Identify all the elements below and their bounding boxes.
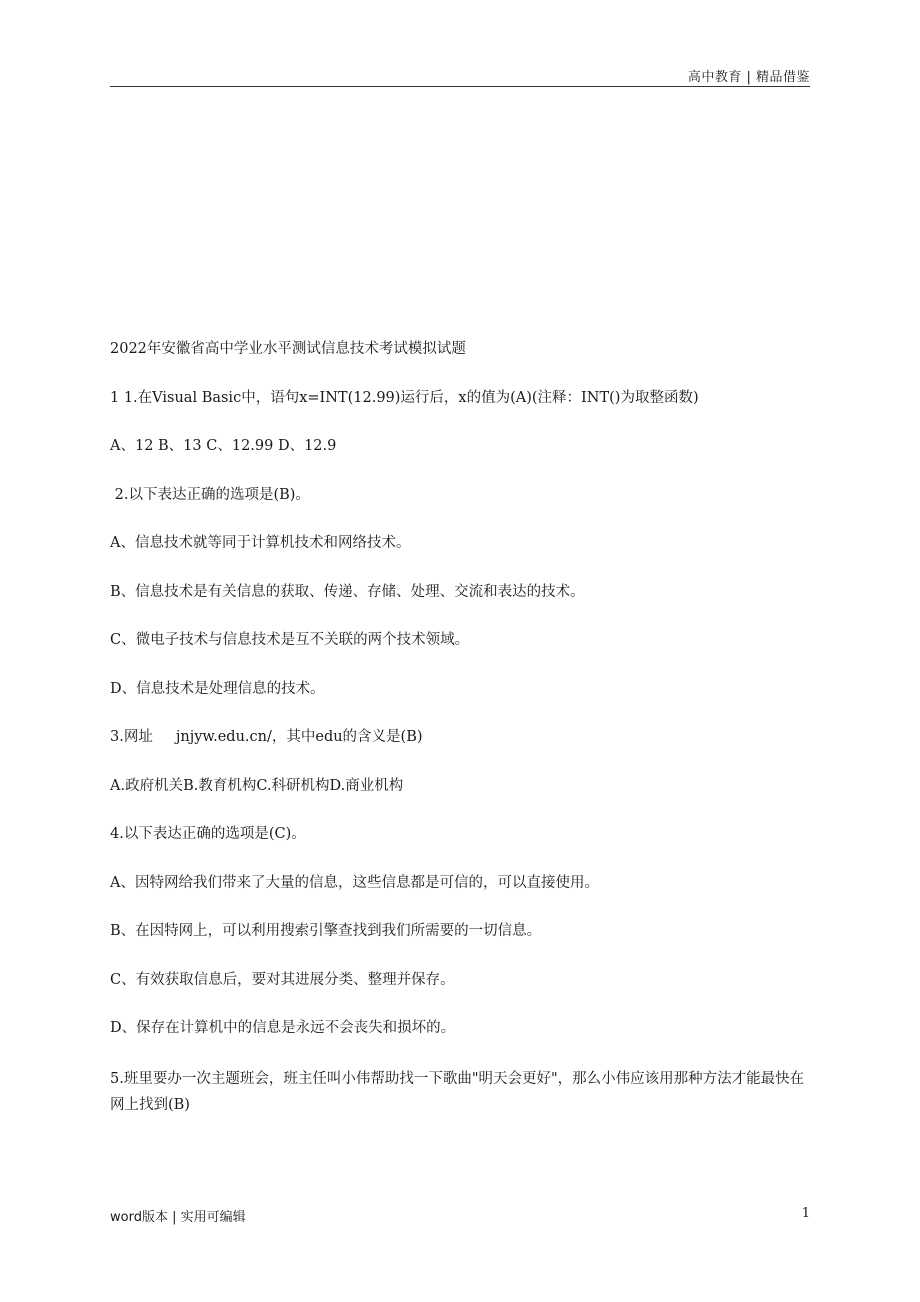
question-3-options: A.政府机关B.教育机构C.科研机构D.商业机构 [110, 777, 404, 794]
question-2-option-b: B、信息技术是有关信息的获取、传递、存储、处理、交流和表达的技术。 [110, 583, 585, 600]
page-header: 高中教育 | 精品借鉴 [687, 70, 810, 85]
question-2-option-c: C、微电子技术与信息技术是互不关联的两个技术领域。 [110, 632, 470, 648]
question-2-option-a: A、信息技术就等同于计算机技术和网络技术。 [110, 535, 411, 551]
question-4-option-b: B、在因特网上，可以利用搜索引擎查找到我们所需要的一切信息。 [110, 923, 542, 939]
header-divider [110, 86, 810, 87]
question-4: 4.以下表达正确的选项是(C)。 [110, 826, 306, 842]
question-4-option-a: A、因特网给我们带来了大量的信息，这些信息都是可信的，可以直接使用。 [110, 874, 599, 891]
question-1: 1 1.在Visual Basic中，语句x=INT(12.99)运行后，x的值为(A)(注释：INT()为取整函数) [110, 389, 699, 406]
question-4-option-c: C、有效获取信息后，要对其进展分类、整理并保存。 [110, 971, 455, 988]
page-number: 1 [801, 1206, 810, 1221]
question-2-option-d: D、信息技术是处理信息的技术。 [110, 680, 325, 697]
question-3: 3.网址 jnjyw.edu.cn/，其中edu的含义是(B) [110, 729, 423, 745]
document-body [110, 338, 810, 1144]
document-title: 2022年安徽省高中学业水平测试信息技术考试模拟试题 [110, 341, 466, 357]
question-1-options: A、12 B、13 C、12.99 D、12.9 [110, 438, 337, 454]
question-2: 2.以下表达正确的选项是(B)。 [110, 486, 310, 503]
page-footer: word版本 | 实用可编辑 [110, 1210, 246, 1225]
question-5: 5.班里要办一次主题班会，班主任叫小伟帮助找一下歌曲"明天会更好"，那么小伟应该用那种方法才能最快在网上找到(B) [110, 1070, 805, 1113]
question-4-option-d: D、保存在计算机中的信息是永远不会丧失和损坏的。 [110, 1020, 456, 1036]
